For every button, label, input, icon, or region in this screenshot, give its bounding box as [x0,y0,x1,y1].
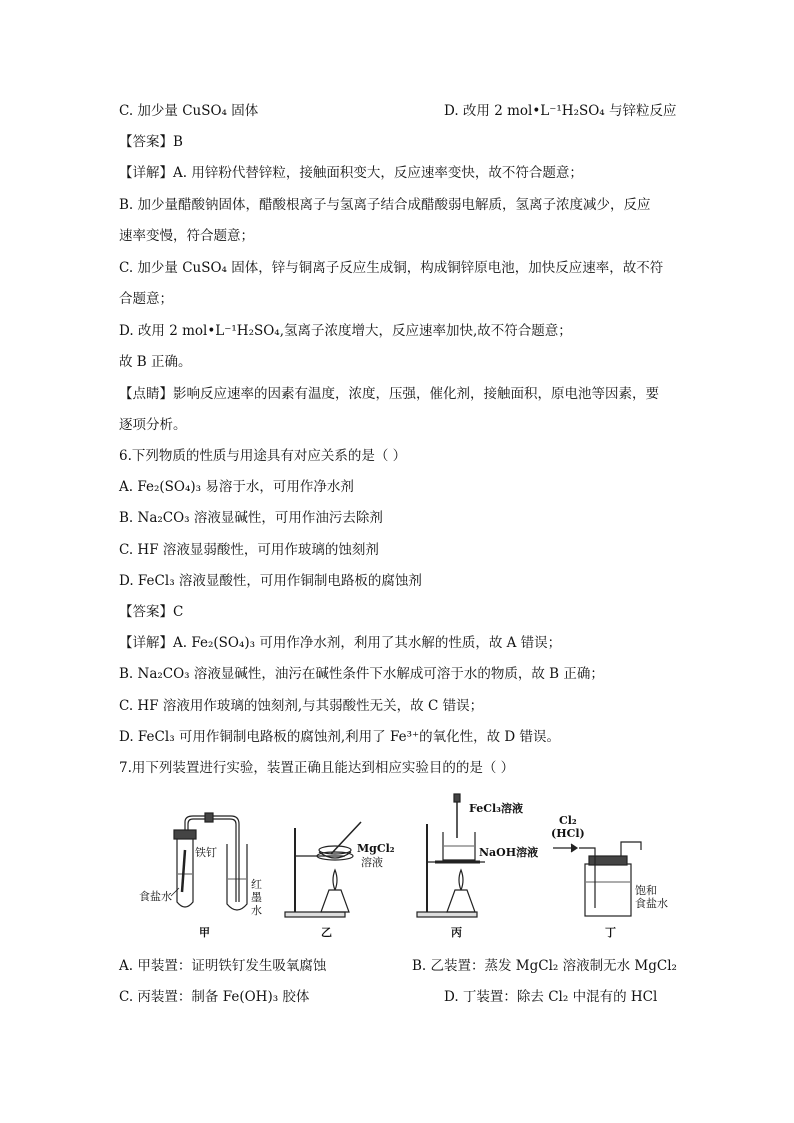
q6-stem: 6.下列物质的性质与用途具有对应关系的是（ ） [119,448,407,464]
apparatus-bing [417,794,538,939]
q6-answer: 【答案】C [119,604,184,620]
label-hcl: (HCl) [551,827,585,840]
q5-option-d: D. 改用 2 mol•L⁻¹H₂SO₄ 与锌粒反应 [444,103,677,119]
apparatus-yi [285,822,395,939]
label-brine-ding: 食盐水 [635,897,668,910]
label-nail: 铁钉 [195,846,217,859]
label-fecl3: FeCl₃溶液 [469,802,523,815]
q6-detail-d: D. FeCl₃ 可用作铜制电路板的腐蚀剂,利用了 Fe³⁺的氧化性，故 D 错误。 [119,729,561,745]
label-solution: 溶液 [361,856,383,869]
label-ink-3: 水 [251,904,262,917]
q5-detail-b-line2: 速率变慢，符合题意； [119,228,254,244]
q7-option-d: D. 丁装置：除去 Cl₂ 中混有的 HCl [444,989,658,1005]
label-cl2: Cl₂ [559,814,577,827]
q6-option-a: A. Fe₂(SO₄)₃ 易溶于水，可用作净水剂 [119,479,354,495]
label-naoh: NaOH溶液 [479,846,539,859]
label-mgcl2: MgCl₂ [357,842,395,855]
label-brine: 食盐水 [139,890,172,903]
q5-detail-c-line2: 合题意； [119,291,173,307]
apparatus-jia [139,813,262,939]
q6-option-d: D. FeCl₃ 溶液显酸性，可用作铜制电路板的腐蚀剂 [119,573,422,589]
q7-option-b: B. 乙装置：蒸发 MgCl₂ 溶液制无水 MgCl₂ [412,958,677,974]
q5-detail-d: D. 改用 2 mol•L⁻¹H₂SO₄,氢离子浓度增大，反应速率加快,故不符合题意； [119,323,572,339]
label-saturated: 饱和 [635,884,657,897]
q6-detail-c: C. HF 溶液用作玻璃的蚀刻剂,与其弱酸性无关，故 C 错误； [119,698,484,714]
q5-answer: 【答案】B [119,134,183,150]
q6-option-c: C. HF 溶液显弱酸性，可用作玻璃的蚀刻剂 [119,542,379,558]
iron-nail [182,850,185,892]
caption-bing: 丙 [451,926,462,939]
q7-option-a: A. 甲装置：证明铁钉发生吸氧腐蚀 [119,958,327,974]
caption-jia: 甲 [199,926,210,939]
q5-point-line1: 【点睛】影响反应速率的因素有温度，浓度，压强，催化剂，接触面积，原电池等因素，要 [119,386,659,402]
q5-conclusion: 故 B 正确。 [119,354,192,370]
q5-option-c: C. 加少量 CuSO₄ 固体 [119,103,259,119]
caption-yi: 乙 [321,926,332,939]
q7-option-c: C. 丙装置：制备 Fe(OH)₃ 胶体 [119,989,310,1005]
apparatus-ding [551,814,668,939]
apparatus-diagram [135,784,675,944]
q5-detail-b-line1: B. 加少量醋酸钠固体，醋酸根离子与氢离子结合成醋酸弱电解质，氢离子浓度减少，反应 [119,197,651,213]
q5-detail-a: 【详解】A. 用锌粉代替锌粒，接触面积变大，反应速率变快，故不符合题意； [119,165,583,181]
q5-point-line2: 逐项分析。 [119,417,187,433]
q6-detail-a: 【详解】A. Fe₂(SO₄)₃ 可用作净水剂，利用了其水解的性质，故 A 错误； [119,635,562,651]
q5-detail-c-line1: C. 加少量 CuSO₄ 固体，锌与铜离子反应生成铜，构成铜锌原电池，加快反应速率，故不符 [119,260,664,276]
label-ink-2: 墨 [251,891,262,904]
label-ink-1: 红 [251,878,262,891]
q6-detail-b: B. Na₂CO₃ 溶液显碱性，油污在碱性条件下水解成可溶于水的物质，故 B 正确； [119,666,604,682]
caption-ding: 丁 [605,926,616,939]
q6-option-b: B. Na₂CO₃ 溶液显碱性，可用作油污去除剂 [119,510,383,526]
q7-stem: 7.用下列装置进行实验，装置正确且能达到相应实验目的的是（ ） [119,760,515,776]
